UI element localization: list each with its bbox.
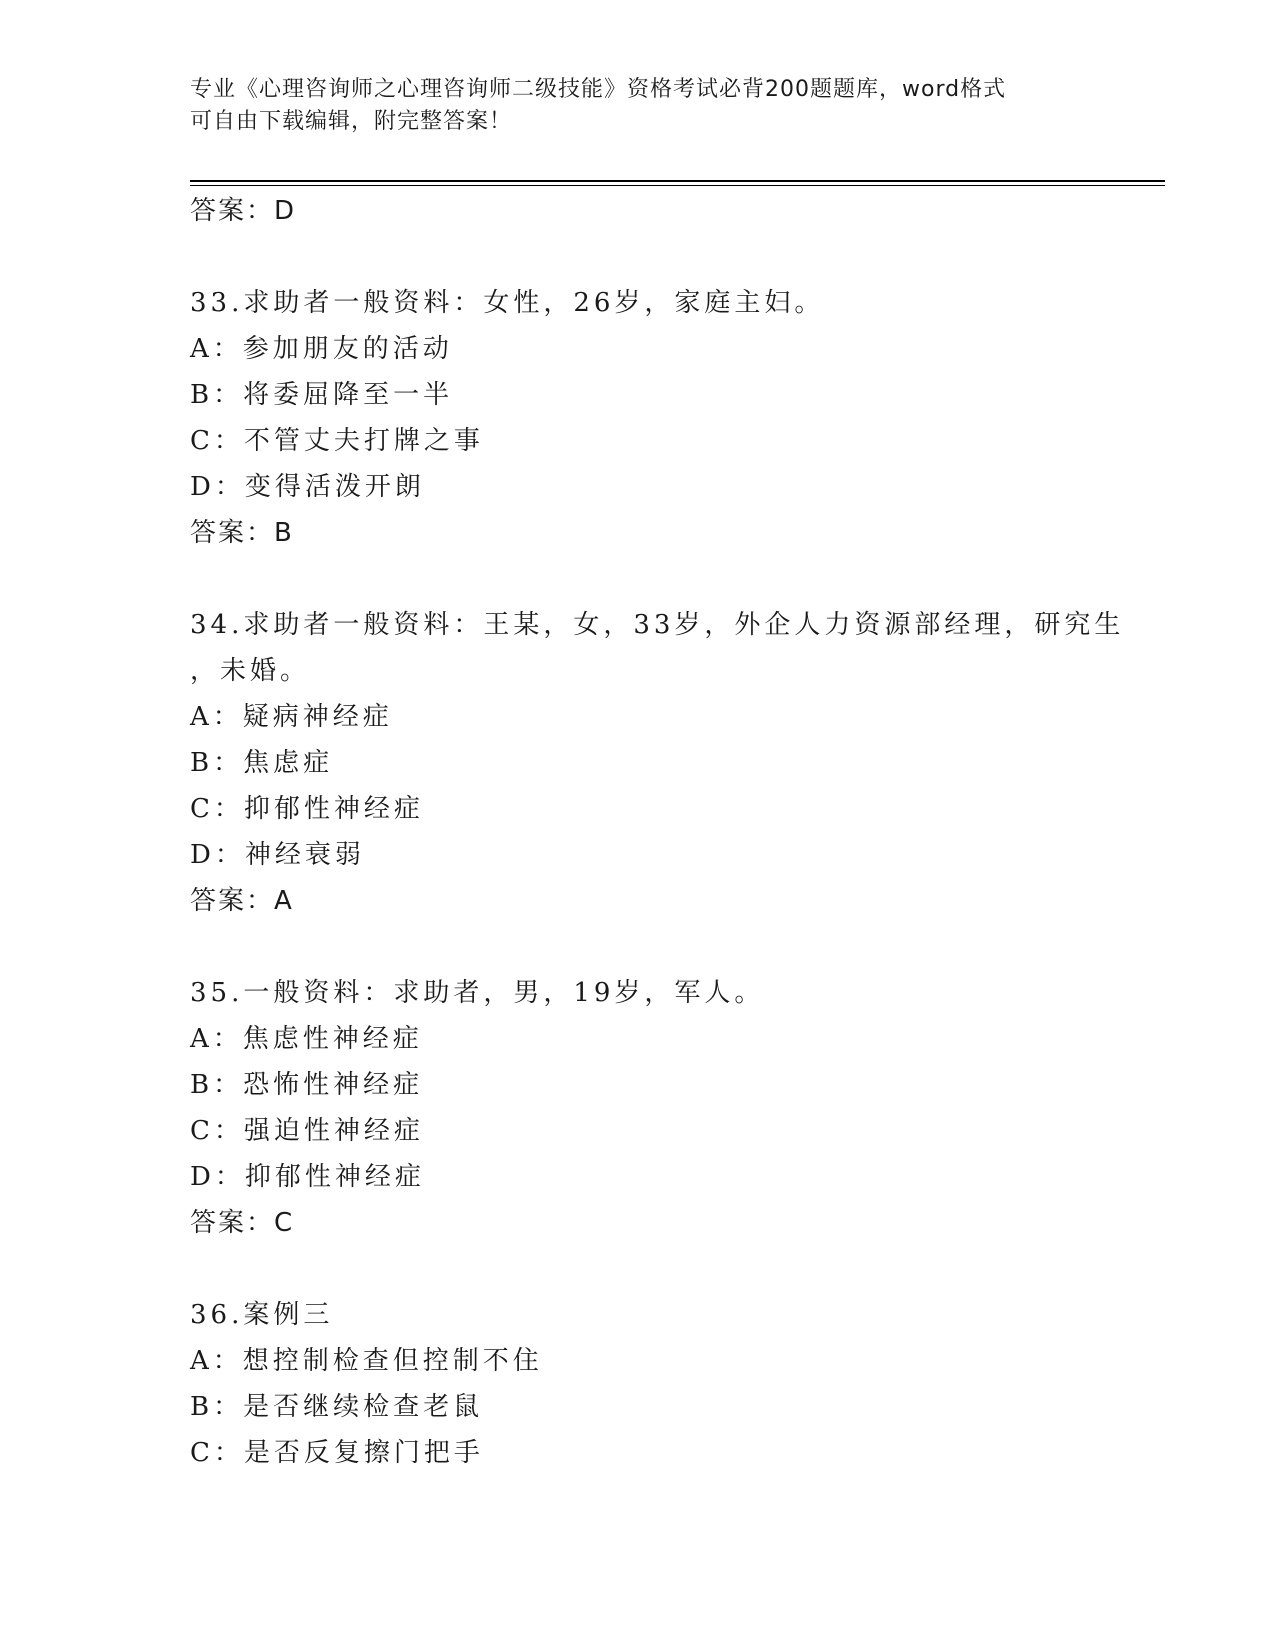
option-b: B：将委屈降至一半 — [190, 380, 454, 410]
question-35 — [190, 970, 1150, 1246]
option-d: D：神经衰弱 — [190, 840, 365, 870]
option-c: C：不管丈夫打牌之事 — [190, 426, 484, 456]
header-line-1: 专业《心理咨询师之心理咨询师二级技能》资格考试必背200题题库，word格式 — [190, 77, 1007, 102]
answer-line: 答案：C — [190, 1208, 295, 1238]
option-c: C：强迫性神经症 — [190, 1116, 424, 1146]
option-b: B：恐怖性神经症 — [190, 1070, 424, 1100]
header-divider-thick — [190, 180, 1165, 182]
answer-line: 答案：D — [190, 196, 297, 226]
spacer — [190, 924, 1150, 970]
answer-line: 答案：B — [190, 518, 294, 548]
option-d: D：变得活泼开朗 — [190, 472, 425, 502]
question-stem: 34.求助者一般资料：王某，女，33岁，外企人力资源部经理，研究生 — [190, 610, 1125, 640]
question-stem: 33.求助者一般资料：女性，26岁，家庭主妇。 — [190, 288, 825, 318]
option-a: A：想控制检查但控制不住 — [190, 1346, 543, 1376]
question-34 — [190, 602, 1150, 924]
option-b: B：焦虑症 — [190, 748, 334, 778]
spacer — [190, 234, 1150, 280]
spacer — [190, 556, 1150, 602]
spacer — [190, 1246, 1150, 1292]
header-divider-thin — [190, 185, 1165, 186]
option-c: C：抑郁性神经症 — [190, 794, 424, 824]
option-d: D：抑郁性神经症 — [190, 1162, 425, 1192]
question-list — [190, 188, 1150, 1476]
question-stem: 35.一般资料：求助者，男，19岁，军人。 — [190, 978, 765, 1008]
option-a: A：疑病神经症 — [190, 702, 393, 732]
answer-line: 答案：A — [190, 886, 294, 916]
option-a: A：参加朋友的活动 — [190, 334, 453, 364]
question-36 — [190, 1292, 1150, 1476]
question-stem: 36.案例三 — [190, 1300, 334, 1330]
option-a: A：焦虑性神经症 — [190, 1024, 423, 1054]
question-stem-continuation: ，未婚。 — [190, 656, 311, 686]
document-header — [190, 74, 1090, 138]
question-33 — [190, 280, 1150, 556]
option-b: B：是否继续检查老鼠 — [190, 1392, 484, 1422]
option-c: C：是否反复擦门把手 — [190, 1438, 484, 1468]
header-line-2: 可自由下载编辑，附完整答案！ — [190, 109, 513, 134]
